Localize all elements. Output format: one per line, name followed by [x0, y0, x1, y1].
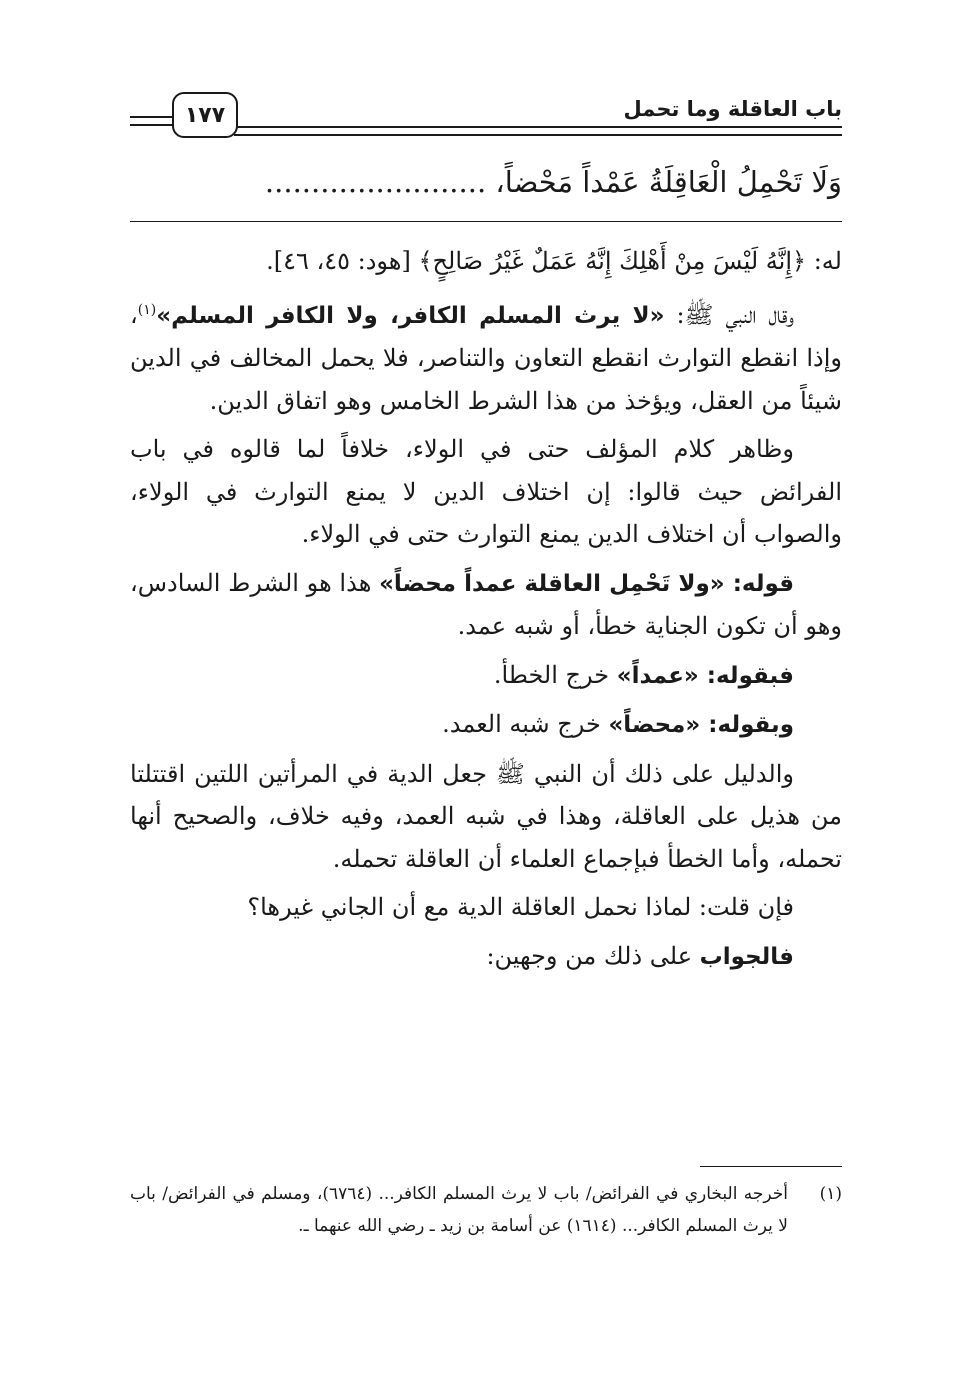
paragraph-5: [130, 654, 842, 698]
page-number: ١٧٧: [172, 92, 238, 138]
header-rule: [234, 126, 842, 136]
verse-reference: [هود: ٤٥، ٤٦].: [266, 247, 419, 275]
paragraph-lead: قوله:: [724, 570, 795, 597]
paragraph-lead: وبقوله:: [700, 712, 794, 738]
paragraph-8: فإن قلت: لماذا نحمل العاقلة الدية مع أن الجاني غيرها؟: [247, 893, 794, 921]
commentary-body: [130, 240, 842, 984]
chapter-title: باب العاقلة وما تحمل: [623, 97, 842, 121]
matn-quote: «محضاً»: [608, 712, 701, 738]
paragraph-text: خرج شبه العمد.: [442, 710, 609, 738]
paragraph-lead: له:: [806, 247, 842, 275]
footnote-marker[interactable]: (١): [137, 301, 157, 318]
footnote-text: أخرجه البخاري في الفرائض/ باب لا يرث المسلم الكافر... (٦٧٦٤)، ومسلم في الفرائض/ باب لا يرث المسلم الكافر... (١٦١٤) عن أسامة بن زيد ـ رضي الله عنهما ـ.: [130, 1184, 788, 1236]
hadith-intro: وقال النبي ﷺ:: [664, 300, 794, 329]
header-rule-short: [130, 116, 176, 126]
paragraph-6: [130, 703, 842, 747]
quran-verse: ﴿إِنَّهُ لَيْسَ مِنْ أَهْلِكَ إِنَّهُ عَمَلٌ غَيْرُ صَالِحٍ﴾: [418, 247, 807, 275]
matn-text: وَلَا تَحْمِلُ الْعَاقِلَةُ عَمْداً مَحْضاً، ........................: [264, 165, 842, 199]
paragraph-text: على ذلك من وجهين:: [486, 941, 700, 970]
footnote: [130, 1178, 842, 1242]
matn-divider: [130, 221, 842, 222]
paragraph-text: ، وإذا انقطع التوارث انقطع التعاون والتناصر، فلا يحمل المخالف في الدين شيئاً من العقل، ويؤخذ من هذا الشرط الخامس وهو اتفاق الدين.: [130, 300, 843, 415]
paragraph-1: [130, 240, 842, 283]
paragraph-9: [130, 935, 842, 979]
footnote-number: (١): [819, 1184, 842, 1204]
paragraph-text: هذا هو الشرط السادس، وهو أن تكون الجناية خطأ، أو شبه عمد.: [130, 568, 842, 640]
matn-quote: «عمداً»: [616, 662, 699, 689]
page-header: [130, 92, 842, 148]
paragraph-2: [130, 289, 842, 423]
footnote-divider: [700, 1166, 842, 1167]
paragraph-3: وظاهر كلام المؤلف حتى في الولاء، خلافاً لما قالوه في باب الفرائض حيث قالوا: إن اختلاف الدين لا يمنع التوارث في الولاء، والصواب أن اختلاف الدين يمنع التوارث حتى في الولاء.: [130, 435, 842, 548]
hadith-text: «لا يرث المسلم الكافر، ولا الكافر المسلم»: [156, 302, 665, 329]
paragraph-lead: فبقوله:: [698, 662, 794, 689]
paragraph-7: والدليل على ذلك أن النبي ﷺ جعل الدية في المرأتين اللتين اقتتلتا من هذيل على العاقلة، وهذا في شبه العمد، وفيه خلاف، والصحيح أنها تحمله، وأما الخطأ فبإجماع العلماء أن العاقلة تحمله.: [130, 759, 842, 873]
paragraph-4: [130, 562, 842, 648]
paragraph-lead: فالجواب: [699, 943, 794, 970]
matn-quote: «ولا تَحْمِل العاقلة عمداً محضاً»: [379, 570, 725, 597]
paragraph-text: خرج الخطأ.: [493, 660, 617, 689]
